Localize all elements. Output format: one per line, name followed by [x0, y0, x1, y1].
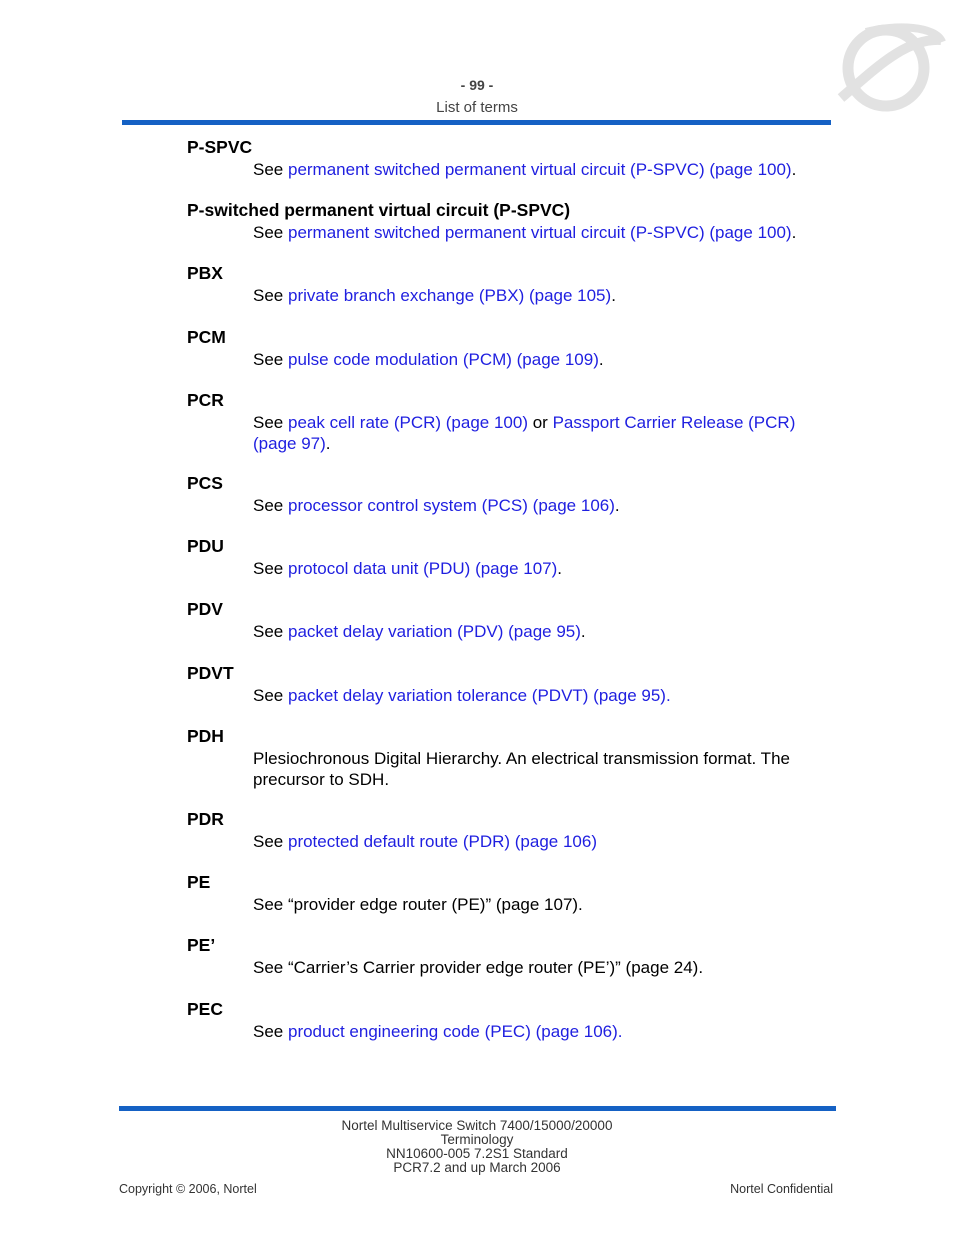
glossary-entry	[187, 871, 807, 915]
page-number: - 99 -	[460, 77, 494, 93]
definition-text: .	[580, 622, 586, 641]
glossary-entry	[187, 136, 807, 180]
glossary-entry	[187, 725, 807, 790]
glossary-term: PCM	[187, 327, 226, 347]
glossary-entry	[187, 808, 807, 852]
definition-text: .	[791, 160, 797, 179]
glossary-term: PBX	[187, 263, 223, 283]
definition-text: See	[253, 559, 288, 578]
cross-reference-link[interactable]: permanent switched permanent virtual circuit (P-SPVC) (page 100)	[287, 223, 792, 242]
glossary-term: PE’	[187, 935, 216, 955]
footer-release: PCR7.2 and up March 2006	[393, 1160, 561, 1175]
definition-text: See	[253, 496, 288, 515]
definition-text: See “Carrier’s Carrier provider edge router (PE’)” (page 24).	[253, 958, 704, 977]
copyright: Copyright © 2006, Nortel	[119, 1182, 257, 1196]
definition-text: .	[325, 434, 331, 453]
glossary-entry	[187, 389, 807, 454]
glossary-definition	[253, 159, 807, 180]
cross-reference-link[interactable]: protocol data unit (PDU) (page 107)	[287, 559, 558, 578]
glossary-definition	[253, 349, 807, 370]
cross-reference-link[interactable]: packet delay variation (PDV) (page 95)	[287, 622, 581, 641]
glossary-entry	[187, 662, 807, 706]
glossary-definition	[253, 748, 807, 790]
glossary-entry	[187, 326, 807, 370]
cross-reference-link[interactable]: pulse code modulation (PCM) (page 109)	[287, 350, 599, 369]
glossary-entry	[187, 998, 807, 1042]
definition-text: .	[598, 350, 604, 369]
glossary-definition	[253, 495, 807, 516]
cross-reference-link[interactable]: peak cell rate (PCR) (page 100)	[287, 413, 528, 432]
glossary-definition	[253, 1021, 807, 1042]
glossary-definition	[253, 894, 807, 915]
glossary-term: PDV	[187, 599, 223, 619]
definition-text: See	[253, 686, 288, 705]
glossary-entry	[187, 262, 807, 306]
glossary-entry	[187, 535, 807, 579]
glossary-definition	[253, 831, 807, 852]
footer-product: Nortel Multiservice Switch 7400/15000/20000	[341, 1118, 613, 1133]
glossary-term: PE	[187, 872, 211, 892]
glossary-term: PCS	[187, 473, 223, 493]
definition-text: See	[253, 832, 288, 851]
glossary-definition	[253, 222, 807, 243]
footer-doc-title: Terminology	[440, 1132, 514, 1147]
cross-reference-link[interactable]: processor control system (PCS) (page 106)	[287, 496, 615, 515]
footer-rule	[119, 1106, 836, 1111]
definition-text: See	[253, 286, 288, 305]
definition-text: See	[253, 622, 288, 641]
definition-text: or	[528, 413, 553, 432]
section-title: List of terms	[436, 99, 518, 116]
definition-text: .	[611, 286, 616, 305]
cross-reference-link[interactable]: protected default route (PDR) (page 106)	[287, 832, 597, 851]
glossary-term: PDH	[187, 726, 224, 746]
definition-text: .	[614, 496, 620, 515]
glossary-term: PDVT	[187, 663, 234, 683]
glossary-entry	[187, 472, 807, 516]
glossary-term: PDU	[187, 536, 224, 556]
glossary-entry	[187, 934, 807, 978]
definition-text: See	[253, 160, 288, 179]
footer-doc-number: NN10600-005 7.2S1 Standard	[386, 1146, 568, 1161]
definition-text: See “provider edge router (PE)” (page 107).	[253, 895, 583, 914]
glossary-term: PDR	[187, 809, 224, 829]
definition-text: .	[791, 223, 797, 242]
header-rule	[122, 120, 831, 125]
definition-text: See	[253, 413, 288, 432]
glossary-entry	[187, 199, 807, 243]
glossary-term: P-SPVC	[187, 137, 253, 157]
glossary-definition	[253, 558, 807, 579]
definition-text: See	[253, 223, 288, 242]
glossary-definition	[253, 957, 807, 978]
cross-reference-link[interactable]: permanent switched permanent virtual circuit (P-SPVC) (page 100)	[287, 160, 792, 179]
glossary-definition	[253, 685, 807, 706]
glossary-term: PEC	[187, 999, 223, 1019]
cross-reference-link[interactable]: private branch exchange (PBX) (page 105)	[287, 286, 612, 305]
cross-reference-link[interactable]: product engineering code (PEC) (page 106).	[287, 1022, 623, 1041]
glossary-term: PCR	[187, 390, 224, 410]
confidential-notice: Nortel Confidential	[730, 1182, 833, 1196]
cross-reference-link[interactable]: Passport Carrier Release (PCR) (page 97)	[253, 413, 796, 453]
definition-text: See	[253, 350, 288, 369]
glossary-definition	[253, 412, 807, 454]
cross-reference-link[interactable]: packet delay variation tolerance (PDVT) (page 95).	[287, 686, 671, 705]
definition-text: .	[557, 559, 563, 578]
glossary-entry	[187, 598, 807, 642]
definition-text: Plesiochronous Digital Hierarchy. An electrical transmission format. The precursor to SDH.	[253, 749, 790, 789]
glossary-definition	[253, 621, 807, 642]
definition-text: See	[253, 1022, 288, 1041]
glossary-term: P-switched permanent virtual circuit (P-SPVC)	[187, 200, 571, 220]
glossary-definition	[253, 285, 807, 306]
